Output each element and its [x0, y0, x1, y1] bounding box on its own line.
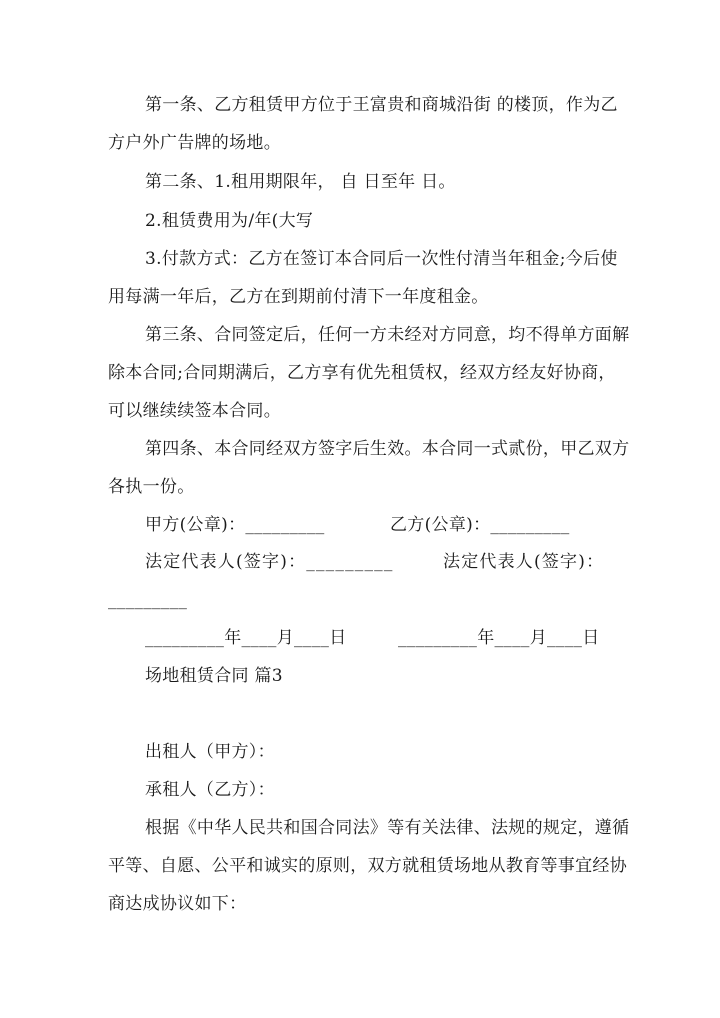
article-4-line-2: 各执一份。 — [108, 477, 195, 497]
section-3-title: 场地租赁合同 篇3 — [145, 666, 283, 686]
article-4-line-1: 第四条、本合同经双方签字后生效。本合同一式贰份，甲乙双方 — [145, 439, 630, 459]
intro-line-2: 平等、自愿、公平和诚实的原则，双方就租赁场地从教育等事宜经协 — [108, 856, 627, 876]
party-b-representative-field: 法定代表人(签字)： — [443, 552, 605, 572]
article-2-line-2: 2.租赁费用为/年(大写 — [145, 211, 314, 231]
article-1-line-1: 第一条、乙方租赁甲方位于王富贵和商城沿街 的楼顶，作为乙 — [145, 95, 618, 115]
intro-line-3: 商达成协议如下： — [108, 894, 247, 914]
article-2-line-3: 3.付款方式：乙方在签订本合同后一次性付清当年租金;今后使 — [145, 249, 618, 269]
article-3-line-3: 可以继续续签本合同。 — [108, 401, 281, 421]
article-2-line-1: 第二条、1.租用期限年， 自 日至年 日。 — [145, 172, 456, 192]
party-b-representative-blank: _________ — [108, 590, 188, 610]
article-1-line-2: 方户外广告牌的场地。 — [108, 133, 281, 153]
party-b-seal-field: 乙方(公章)：_________ — [390, 515, 570, 535]
article-2-line-4: 用每满一年后，乙方在到期前付清下一年度租金。 — [108, 287, 489, 307]
lessee-field: 承租人（乙方）： — [145, 780, 275, 800]
intro-line-1: 根据《中华人民共和国合同法》等有关法律、法规的规定，遵循 — [145, 818, 630, 838]
party-a-date-field: _________年____月____日 — [145, 628, 347, 648]
article-3-line-2: 除本合同;合同期满后，乙方享有优先租赁权，经双方经友好协商， — [108, 363, 616, 383]
party-b-date-field: _________年____月____日 — [398, 628, 600, 648]
party-a-representative-field: 法定代表人(签字)：_________ — [145, 552, 394, 572]
lessor-field: 出租人（甲方）： — [145, 742, 275, 762]
party-a-seal-field: 甲方(公章)：_________ — [145, 515, 325, 535]
article-3-line-1: 第三条、合同签定后，任何一方未经对方同意，均不得单方面解 — [145, 325, 630, 345]
